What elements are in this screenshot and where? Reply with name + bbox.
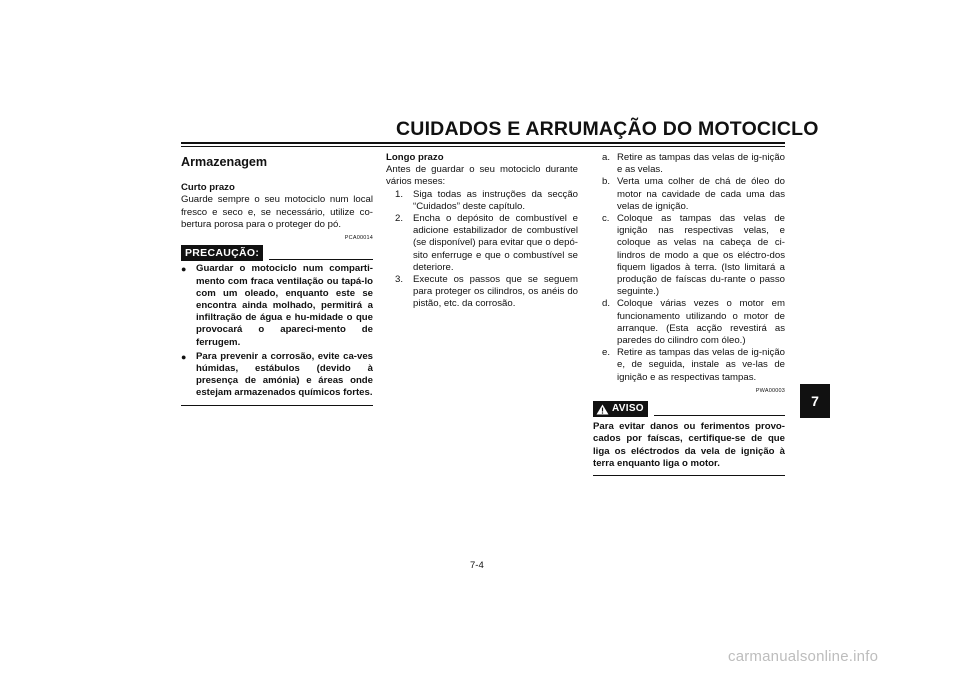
caution-bullet-text: Guardar o motociclo num comparti-mento com fraca ventilação ou tapá-lo com um oleado, enquanto este se encontra ainda molhado, permitirá a infiltração de água e hu-midade o que provocará o apareci-mento de ferrugem. <box>196 263 373 348</box>
substep-letter: e. <box>602 347 611 359</box>
list-item <box>593 152 785 176</box>
warning-badge <box>593 401 648 417</box>
section-title: Armazenagem <box>181 155 268 169</box>
bullet-dot-icon: ● <box>181 264 187 275</box>
caution-bullet <box>181 351 373 400</box>
warning-end-rule <box>593 475 785 476</box>
list-item <box>593 298 785 347</box>
bullet-dot-icon: ● <box>181 351 187 362</box>
warning-rule <box>654 415 785 416</box>
warning-triangle-icon <box>596 404 609 415</box>
list-item <box>593 347 785 384</box>
warning-header <box>593 401 785 417</box>
list-item <box>386 189 578 213</box>
header-rule-thick <box>181 142 785 144</box>
warning-text: Para evitar danos ou ferimentos provo-cados por faíscas, certifique-se de que liga os eléctrodos da vela de ignição à terra enquanto liga o motor. <box>593 421 785 469</box>
step-text: Encha o depósito de combustível e adicione estabilizador de combustível (se disponível) para evitar que o depó-sito enferruge e que o combustível se deteriore. <box>413 213 578 273</box>
chapter-tab: 7 <box>800 384 830 418</box>
step-text: Siga todas as instruções da secção “Cuidados” deste capítulo. <box>413 188 578 212</box>
page-number: 7-4 <box>470 560 484 571</box>
substep-text: Retire as tampas das velas de ig-nição e as velas. <box>617 152 785 176</box>
substep-letter: d. <box>602 298 611 310</box>
substep-text: Retire as tampas das velas de ig-nição e, de seguida, instale as ve-las de ignição e as respectivas tampas. <box>617 347 785 383</box>
watermark: carmanualsonline.info <box>728 648 879 665</box>
column-2 <box>386 152 578 311</box>
substep-text: Coloque várias vezes o motor em funcionamento utilizando o motor de arranque. (Esta acção revestirá as paredes do cilindro com óleo.) <box>617 298 785 347</box>
short-term-heading: Curto prazo <box>181 182 235 194</box>
warning-code: PWA00003 <box>755 387 785 394</box>
page-title: CUIDADOS E ARRUMAÇÃO DO MOTOCICLO <box>396 118 819 140</box>
step-text: Execute os passos que se seguem para proteger os cilindros, os anéis do pistão, etc. da corrosão. <box>413 274 578 310</box>
caution-bullet <box>181 263 373 348</box>
step-number: 1. <box>395 188 404 200</box>
caution-label: PRECAUÇÃO: <box>181 245 263 261</box>
column-1 <box>181 152 373 406</box>
caution-bullet-text: Para prevenir a corrosão, evite ca-ves húmidas, estábulos (devido à presença de amónia) e áreas onde estejam armazenados químicos fortes. <box>196 350 373 399</box>
caution-end-rule <box>181 405 373 406</box>
step-number: 3. <box>395 274 404 286</box>
list-item <box>593 176 785 213</box>
warning-label: AVISO <box>612 403 644 415</box>
caution-rule <box>269 259 373 260</box>
long-term-heading: Longo prazo <box>386 152 444 163</box>
short-term-text: Guarde sempre o seu motociclo num local fresco e seco e, se necessário, utilize co-bertura porosa para o proteger do pó. <box>181 194 373 230</box>
caution-code: PCA00014 <box>344 235 373 242</box>
substep-letter: c. <box>602 213 610 225</box>
column-3 <box>593 152 785 476</box>
step-number: 2. <box>395 213 404 225</box>
list-item <box>386 213 578 274</box>
substep-text: Verta uma colher de chá de óleo do motor na cavidade de cada uma das velas de ignição. <box>617 176 785 212</box>
substep-letter: b. <box>602 176 611 188</box>
header-rule-thin <box>181 146 785 147</box>
list-item <box>593 213 785 298</box>
caution-header <box>181 245 373 261</box>
list-item <box>386 274 578 311</box>
substep-letter: a. <box>602 152 611 163</box>
long-term-intro: Antes de guardar o seu motociclo durante vários meses: <box>386 164 578 188</box>
substep-text: Coloque as tampas das velas de ignição nas respectivas velas, e coloque as velas na cabeça de ci-lindros de modo a que os eléctro-dos fiquem ligados à terra. (Isto limitará a produção de faíscas du-rante o passo seguinte.) <box>617 213 785 298</box>
